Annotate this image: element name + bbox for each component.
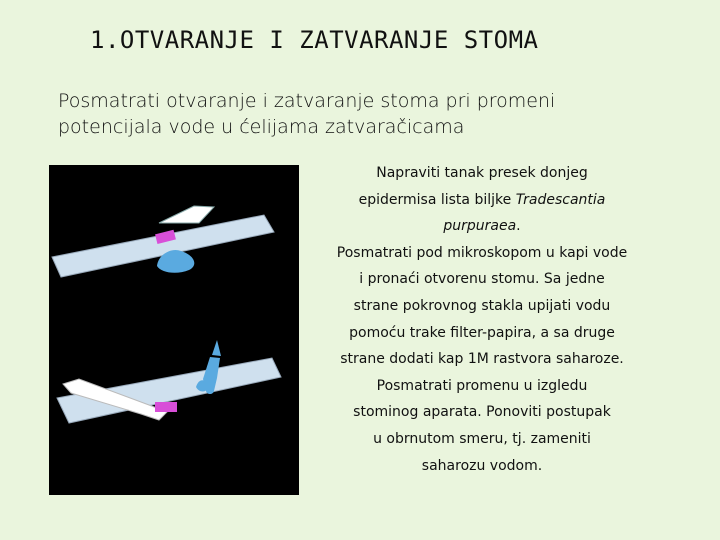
pipette-bulb	[212, 340, 221, 356]
description-line: strane pokrovnog stakla upijati vodu	[353, 297, 611, 314]
species-name-part: purpuraea	[443, 218, 517, 235]
description-line: u obrnutom smeru, tj. zameniti	[373, 430, 591, 447]
slide-title: 1.OTVARANJE I ZATVARANJE STOMA	[90, 26, 539, 54]
cover-slip	[159, 206, 214, 223]
description-line: Posmatrati promenu u izgledu	[376, 377, 588, 394]
description-line: epidermisa lista biljke Tradescantia	[358, 191, 606, 208]
slide-subtitle	[58, 88, 678, 140]
leaf-specimen-bottom	[155, 402, 177, 412]
description-line: strane dodati kap 1M rastvora saharoze.	[340, 351, 624, 368]
description-line: stominog aparata. Ponoviti postupak	[353, 404, 611, 421]
subtitle-line-1: Posmatrati otvaranje i zatvaranje stoma pri promeni	[58, 90, 556, 112]
procedure-illustration	[49, 165, 299, 495]
description-line: i pronaći otvorenu stomu. Sa jedne	[359, 271, 605, 288]
description-line: Napraviti tanak presek donjeg	[376, 165, 588, 181]
procedure-description	[306, 160, 658, 479]
procedure-drawing	[49, 165, 299, 495]
description-line: saharozu vodom.	[421, 457, 543, 474]
subtitle-line-2: potencijala vode u ćelijama zatvaračicama	[58, 116, 465, 138]
description-line: pomoću trake filter-papira, a sa druge	[349, 324, 615, 341]
description-line: purpuraea.	[443, 218, 521, 235]
description-line: Posmatrati pod mikroskopom u kapi vode	[336, 244, 628, 261]
species-name-part: Tradescantia	[515, 191, 606, 208]
